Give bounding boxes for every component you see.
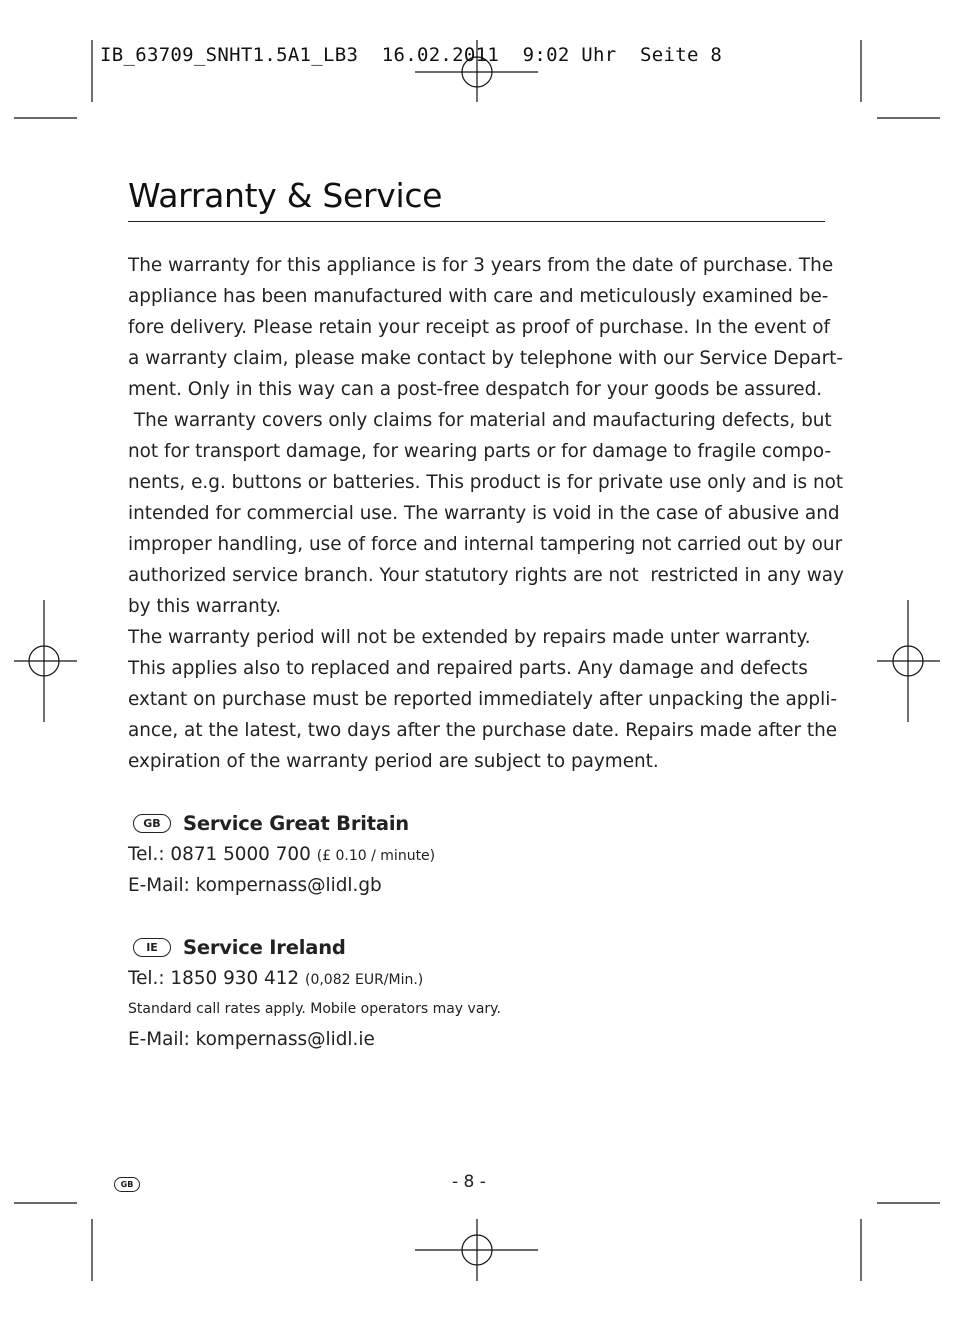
service-email: E-Mail: kompernass@lidl.ie xyxy=(128,1029,375,1050)
text-line: The warranty covers only claims for material and maufacturing defects, but xyxy=(128,410,832,431)
service-email: E-Mail: kompernass@lidl.gb xyxy=(128,875,382,896)
text-line: by this warranty. xyxy=(128,596,282,617)
country-badge-ie: IE xyxy=(133,938,171,957)
country-badge-gb: GB xyxy=(133,814,171,833)
print-slug: IB_63709_SNHT1.5A1_LB3 16.02.2011 9:02 Uhr Seite 8 xyxy=(100,44,723,66)
registration-mark xyxy=(14,600,77,722)
call-rates-note: Standard call rates apply. Mobile operators may vary. xyxy=(128,1001,501,1017)
service-great-britain xyxy=(128,808,828,901)
text-line: ance, at the latest, two days after the purchase date. Repairs made after the xyxy=(128,720,838,741)
registration-mark xyxy=(415,1219,538,1281)
page-number: - 8 - xyxy=(452,1172,486,1192)
text-line: appliance has been manufactured with care and meticulously examined be- xyxy=(128,286,829,307)
phone-number: Tel.: 1850 930 412 xyxy=(128,968,300,989)
service-heading xyxy=(128,808,828,839)
service-phone xyxy=(128,963,828,994)
text-line: nents, e.g. buttons or batteries. This product is for private use only and is not xyxy=(128,472,844,493)
phone-number: Tel.: 0871 5000 700 xyxy=(128,844,311,865)
text-line: expiration of the warranty period are subject to payment. xyxy=(128,751,659,772)
title-divider xyxy=(128,221,825,222)
service-ireland xyxy=(128,932,828,1055)
text-line: intended for commercial use. The warranty is void in the case of abusive and xyxy=(128,503,840,524)
text-line: This applies also to replaced and repaired parts. Any damage and defects xyxy=(128,658,808,679)
registration-mark xyxy=(877,600,940,722)
text-line: authorized service branch. Your statutory rights are not restricted in any way xyxy=(128,565,844,586)
page-title: Warranty & Service xyxy=(128,176,443,215)
text-line: fore delivery. Please retain your receipt as proof of purchase. In the event of xyxy=(128,317,830,338)
text-line: extant on purchase must be reported immediately after unpacking the appli- xyxy=(128,689,837,710)
service-phone xyxy=(128,839,828,870)
service-heading xyxy=(128,932,828,963)
call-rate: (0,082 EUR/Min.) xyxy=(304,972,424,988)
warranty-text xyxy=(128,250,844,777)
service-title: Service Great Britain xyxy=(183,812,409,835)
service-title: Service Ireland xyxy=(183,936,346,959)
text-line: The warranty period will not be extended by repairs made unter warranty. xyxy=(128,627,811,648)
text-line: not for transport damage, for wearing parts or for damage to fragile compo- xyxy=(128,441,832,462)
call-rate: (£ 0.10 / minute) xyxy=(316,848,436,864)
text-line: a warranty claim, please make contact by telephone with our Service Depart- xyxy=(128,348,843,369)
text-line: ment. Only in this way can a post-free despatch for your goods be assured. xyxy=(128,379,823,400)
text-line: The warranty for this appliance is for 3 years from the date of purchase. The xyxy=(128,255,834,276)
text-line: improper handling, use of force and internal tampering not carried out by our xyxy=(128,534,843,555)
footer-country-badge: GB xyxy=(114,1177,140,1192)
